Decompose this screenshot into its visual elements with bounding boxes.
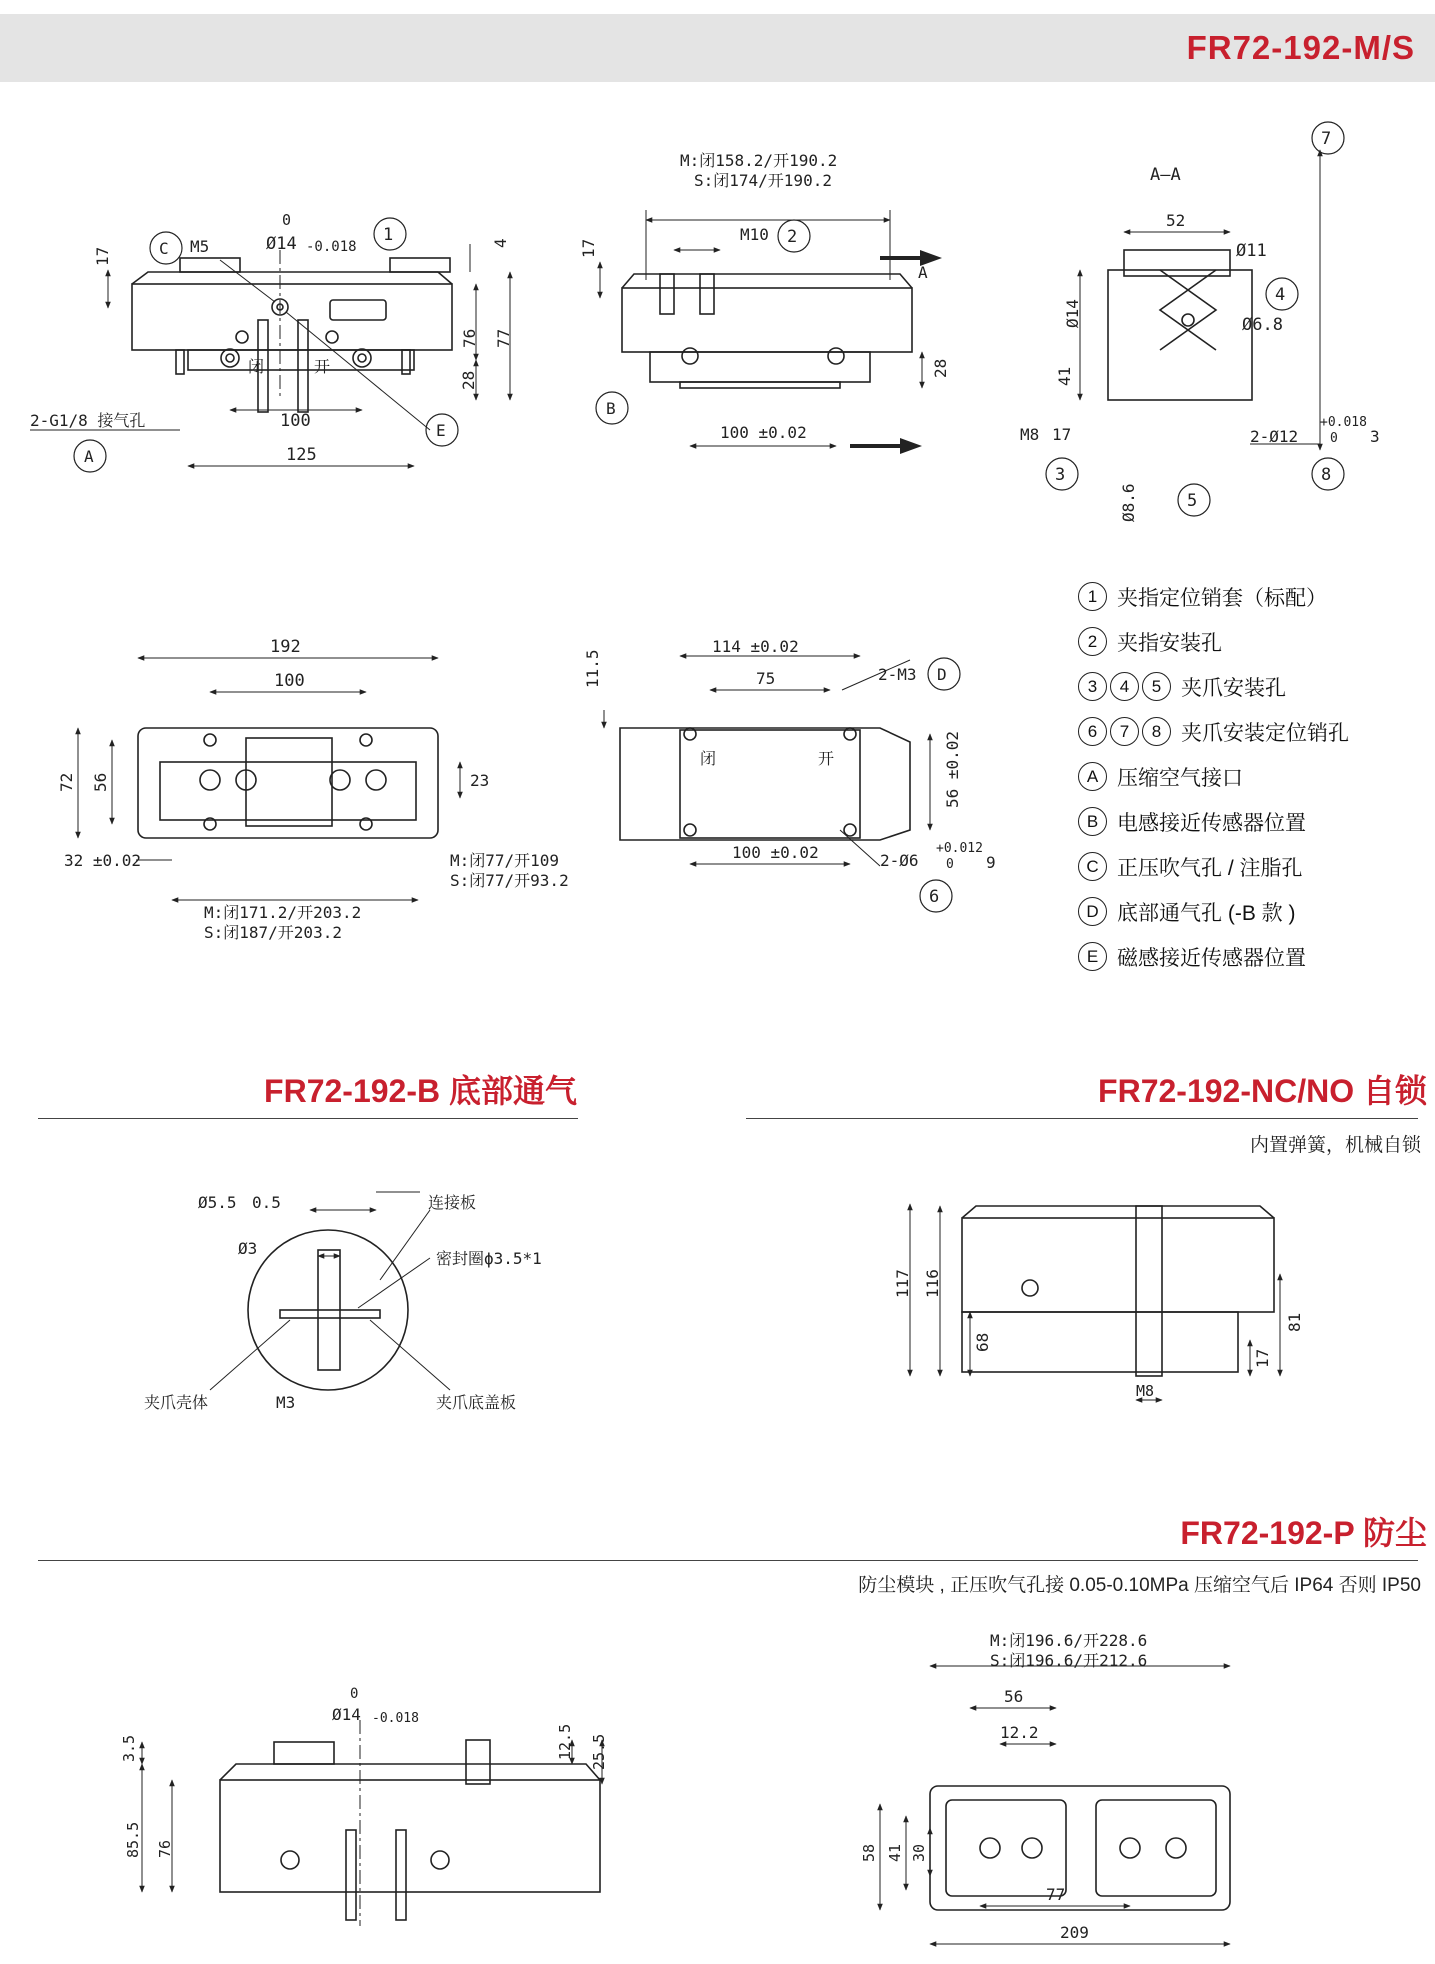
dim-17: 17 (93, 246, 112, 266)
legend-marker (1078, 762, 1107, 791)
legend-marker-circle: B (1078, 807, 1107, 836)
top-view-drawing (50, 630, 590, 950)
page-title: FR72-192-M/S (1186, 29, 1415, 66)
callout-a: A (84, 447, 94, 466)
dim-4: 4 (491, 238, 510, 248)
dim-d14: Ø14 (1063, 299, 1082, 328)
legend-marker-circle: 3 (1078, 672, 1107, 701)
legend-item (1078, 709, 1418, 754)
bottom-view-drawing (580, 630, 1020, 950)
label-open: 开 (314, 357, 331, 376)
label-closed: 闭 (700, 749, 717, 768)
dim-85-5: 85.5 (124, 1821, 142, 1858)
section-note-p: 防尘模块 , 正压吹气孔接 0.05-0.10MPa 压缩空气后 IP64 否则 IP50 (858, 1575, 1421, 1596)
legend-marker (1078, 672, 1171, 701)
dim-72: 72 (57, 772, 76, 792)
label-closed: 闭 (248, 357, 265, 376)
legend-text: 电感接近传感器位置 (1117, 811, 1306, 835)
dim-m-range: M:闭196.6/开228.6 (990, 1631, 1148, 1650)
section-note-nc: 内置弹簧，机械自锁 (1249, 1135, 1421, 1156)
legend-marker-circle: 7 (1110, 717, 1139, 746)
dim-117: 117 (893, 1269, 912, 1298)
nc-view-drawing (880, 1190, 1304, 1420)
dim-58: 58 (860, 1843, 878, 1862)
legend-marker (1078, 582, 1107, 611)
legend-marker-circle: 2 (1078, 627, 1107, 656)
label-m8: M8 (1136, 1382, 1155, 1400)
legend-item (1078, 934, 1418, 979)
label-port: 2-G1/8 接气孔 (30, 411, 146, 430)
legend-marker (1078, 942, 1107, 971)
legend-item (1078, 574, 1418, 619)
label-plate: 连接板 (428, 1193, 477, 1212)
dim-56: 56 (91, 772, 110, 792)
section-title-p: FR72-192-P 防尘 (1180, 1515, 1427, 1551)
legend-item (1078, 844, 1418, 889)
callout-3: 3 (1055, 465, 1066, 485)
legend-text: 夹指定位销套（标配） (1117, 586, 1327, 610)
label-pin: 2-Ø6 (880, 851, 919, 870)
dim-23: 23 (470, 771, 490, 790)
legend-marker-circle: 5 (1142, 672, 1171, 701)
dim-pin: 2-Ø12 (1250, 427, 1299, 446)
dim-100: 100 (280, 411, 311, 431)
dim-d5-5: Ø5.5 (198, 1193, 237, 1212)
legend-marker-circle: 6 (1078, 717, 1107, 746)
depth-9: 9 (986, 853, 996, 872)
legend-text: 正压吹气孔 / 注脂孔 (1117, 856, 1303, 880)
dim-12-2: 12.2 (1000, 1723, 1039, 1742)
legend-item (1078, 799, 1418, 844)
dim-77: 77 (494, 328, 513, 348)
tol-lower: -0.018 (372, 1711, 419, 1726)
legend-marker-circle: A (1078, 762, 1107, 791)
legend-marker-circle: 4 (1110, 672, 1139, 701)
callout-b: B (606, 399, 616, 418)
label-m10: M10 (740, 225, 769, 244)
tol-upper: +0.018 (1320, 415, 1367, 430)
legend-marker (1078, 807, 1107, 836)
dim-77: 77 (1046, 1885, 1066, 1904)
callout-6: 6 (929, 887, 940, 907)
dim-116: 116 (923, 1269, 942, 1298)
dim-3-5: 3.5 (120, 1734, 138, 1762)
legend-item (1078, 619, 1418, 664)
dim-100: 100 (274, 671, 305, 691)
label-m3: 2-M3 (878, 665, 917, 684)
callout-7: 7 (1321, 129, 1332, 149)
legend-marker (1078, 627, 1107, 656)
legend-text: 底部通气孔 (-B 款 ) (1117, 901, 1296, 925)
label-m5: M5 (190, 237, 210, 256)
dim-d11: Ø11 (1236, 241, 1267, 261)
dim-25-5: 25.5 (590, 1733, 608, 1770)
dim-d14: Ø14 (266, 234, 297, 254)
depth-17: 17 (1052, 425, 1072, 444)
dim-192: 192 (270, 637, 301, 657)
dim-12-5: 12.5 (556, 1723, 574, 1760)
dim-114: 114 ±0.02 (712, 637, 799, 656)
legend-marker (1078, 852, 1107, 881)
b-detail-drawing (130, 1180, 550, 1440)
dim-52: 52 (1166, 211, 1186, 230)
legend-item (1078, 754, 1418, 799)
legend-item (1078, 889, 1418, 934)
legend-text: 夹指安装孔 (1117, 631, 1222, 655)
legend-marker-circle: C (1078, 852, 1107, 881)
dim-m-range: M:闭158.2/开190.2 (680, 151, 838, 170)
legend-marker (1078, 897, 1107, 926)
dim-d6-8: Ø6.8 (1242, 315, 1283, 335)
callout-8: 8 (1321, 465, 1332, 485)
dim-28: 28 (459, 370, 478, 390)
callout-c: C (159, 239, 169, 258)
dim-41: 41 (1055, 366, 1074, 386)
tol-lower: 0 (946, 857, 954, 872)
legend-marker-circle: 8 (1142, 717, 1171, 746)
dim-68: 68 (973, 1332, 992, 1352)
dim-76: 76 (460, 328, 479, 348)
tol-upper: +0.012 (936, 841, 983, 856)
dim-m-range: M:闭77/开109 (450, 851, 560, 870)
label-m3: M3 (276, 1393, 296, 1412)
tol-upper: 0 (282, 211, 292, 229)
legend-text: 夹爪安装定位销孔 (1181, 721, 1349, 745)
section-mark: A (918, 263, 928, 282)
section-aa-drawing (1020, 120, 1420, 540)
dim-17: 17 (1253, 1348, 1272, 1368)
legend-text: 压缩空气接口 (1117, 766, 1243, 790)
legend-item (1078, 664, 1418, 709)
dim-s-range: S:闭77/开93.2 (450, 871, 569, 890)
label-m8: M8 (1020, 425, 1040, 444)
p-top-drawing (850, 1620, 1290, 1960)
depth-3: 3 (1370, 427, 1380, 446)
dim-76: 76 (156, 1839, 174, 1858)
callout-4: 4 (1275, 285, 1286, 305)
depth-0-5: 0.5 (252, 1193, 281, 1212)
dim-s-total: S:闭187/开203.2 (204, 923, 342, 942)
tol-lower: 0 (1330, 431, 1338, 446)
label-seal: 密封圈ϕ3.5*1 (436, 1249, 542, 1268)
dim-d8-6: Ø8.6 (1119, 483, 1138, 522)
dim-125: 125 (286, 445, 317, 465)
p-front-drawing (110, 1680, 630, 1940)
legend-marker-circle: 1 (1078, 582, 1107, 611)
dim-s-range: S:闭174/开190.2 (694, 171, 832, 190)
dim-d3: Ø3 (238, 1239, 258, 1258)
label-open: 开 (818, 749, 835, 768)
section-title-b: FR72-192-B 底部通气 (264, 1073, 577, 1109)
tol-upper: 0 (350, 1686, 359, 1702)
rule-p (38, 1560, 1418, 1561)
tol-lower: -0.018 (306, 239, 357, 255)
dim-56: 56 (1004, 1687, 1024, 1706)
label-bottom-cover: 夹爪底盖板 (436, 1393, 517, 1412)
dim-209: 209 (1060, 1923, 1089, 1942)
side-view-drawing (570, 150, 970, 470)
rule-nc (746, 1118, 1418, 1119)
dim-41: 41 (886, 1843, 904, 1862)
legend-marker-circle: D (1078, 897, 1107, 926)
callout-1: 1 (383, 225, 394, 245)
dim-81: 81 (1285, 1312, 1304, 1332)
dim-s-range: S:闭196.6/开212.6 (990, 1651, 1148, 1670)
legend-text: 夹爪安装孔 (1181, 676, 1286, 700)
legend-marker-circle: E (1078, 942, 1107, 971)
rule-b (38, 1118, 578, 1119)
dim-75: 75 (756, 669, 776, 688)
section-title-aa: A—A (1150, 165, 1181, 185)
dim-32: 32 ±0.02 (64, 851, 142, 870)
dim-100: 100 ±0.02 (732, 843, 819, 862)
dim-m-total: M:闭171.2/开203.2 (204, 903, 362, 922)
dim-28: 28 (931, 358, 950, 378)
callout-2: 2 (787, 227, 798, 247)
dim-30: 30 (910, 1843, 928, 1862)
callout-5: 5 (1187, 491, 1198, 511)
dim-17: 17 (579, 238, 598, 258)
legend (1078, 574, 1418, 979)
callout-e: E (436, 421, 446, 440)
callout-d: D (937, 665, 947, 684)
dim-100: 100 ±0.02 (720, 423, 807, 442)
dim-d14: Ø14 (332, 1705, 361, 1724)
section-title-nc: FR72-192-NC/NO 自锁 (1098, 1073, 1427, 1109)
dim-11-5: 11.5 (583, 649, 602, 688)
label-housing: 夹爪壳体 (144, 1393, 209, 1412)
front-view-drawing (30, 160, 550, 500)
dim-56: 56 ±0.02 (943, 730, 962, 808)
legend-marker (1078, 717, 1171, 746)
legend-text: 磁感接近传感器位置 (1117, 946, 1306, 970)
